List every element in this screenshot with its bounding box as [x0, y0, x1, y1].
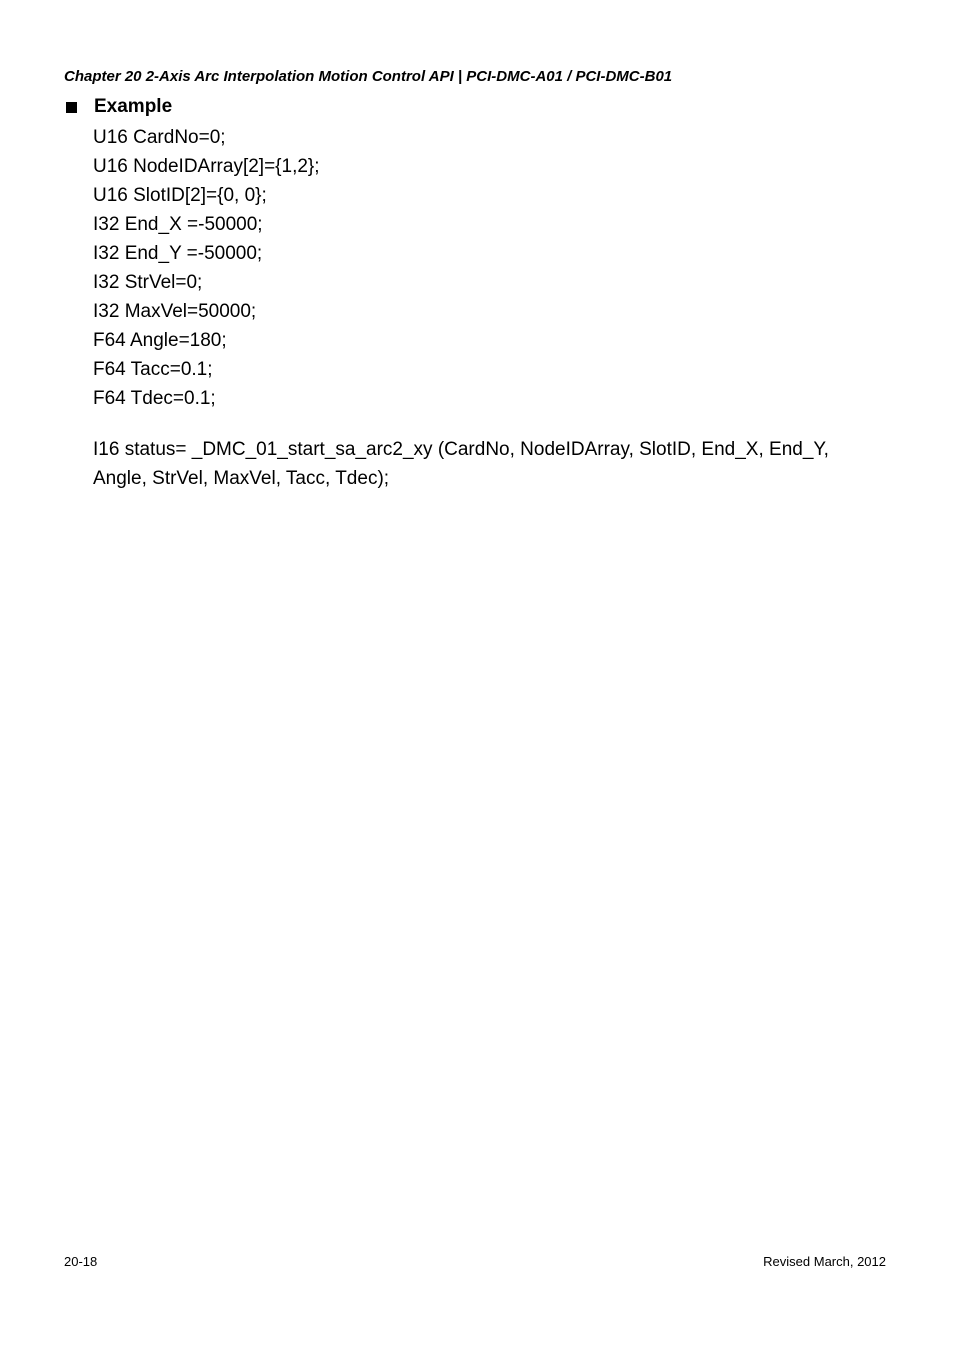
code-block — [93, 123, 894, 413]
code-line: I32 End_Y =-50000; — [93, 243, 263, 264]
code-line: U16 SlotID[2]={0, 0}; — [93, 185, 267, 206]
code-line: I32 End_X =-50000; — [93, 214, 263, 235]
page-number: 20-18 — [64, 1254, 98, 1269]
example-heading-label: Example — [94, 96, 173, 117]
code-line: I32 MaxVel=50000; — [93, 301, 257, 322]
page-header: Chapter 20 2-Axis Arc Interpolation Motion Control API | PCI-DMC-A01 / PCI-DMC-B01 — [64, 68, 673, 85]
example-heading — [64, 95, 894, 119]
code-line: U16 NodeIDArray[2]={1,2}; — [93, 156, 320, 177]
code-line: U16 CardNo=0; — [93, 127, 226, 148]
code-line: F64 Tdec=0.1; — [93, 388, 216, 409]
revision-date: Revised March, 2012 — [763, 1254, 886, 1269]
code-line: F64 Angle=180; — [93, 330, 227, 351]
square-bullet-icon — [66, 102, 77, 113]
function-call: I16 status= _DMC_01_start_sa_arc2_xy (CardNo, NodeIDArray, SlotID, End_X, End_Y, Angle, StrVel, MaxVel, Tacc, Tdec); — [93, 439, 829, 489]
code-line: I32 StrVel=0; — [93, 272, 203, 293]
code-line: F64 Tacc=0.1; — [93, 359, 213, 380]
example-section — [64, 95, 894, 493]
